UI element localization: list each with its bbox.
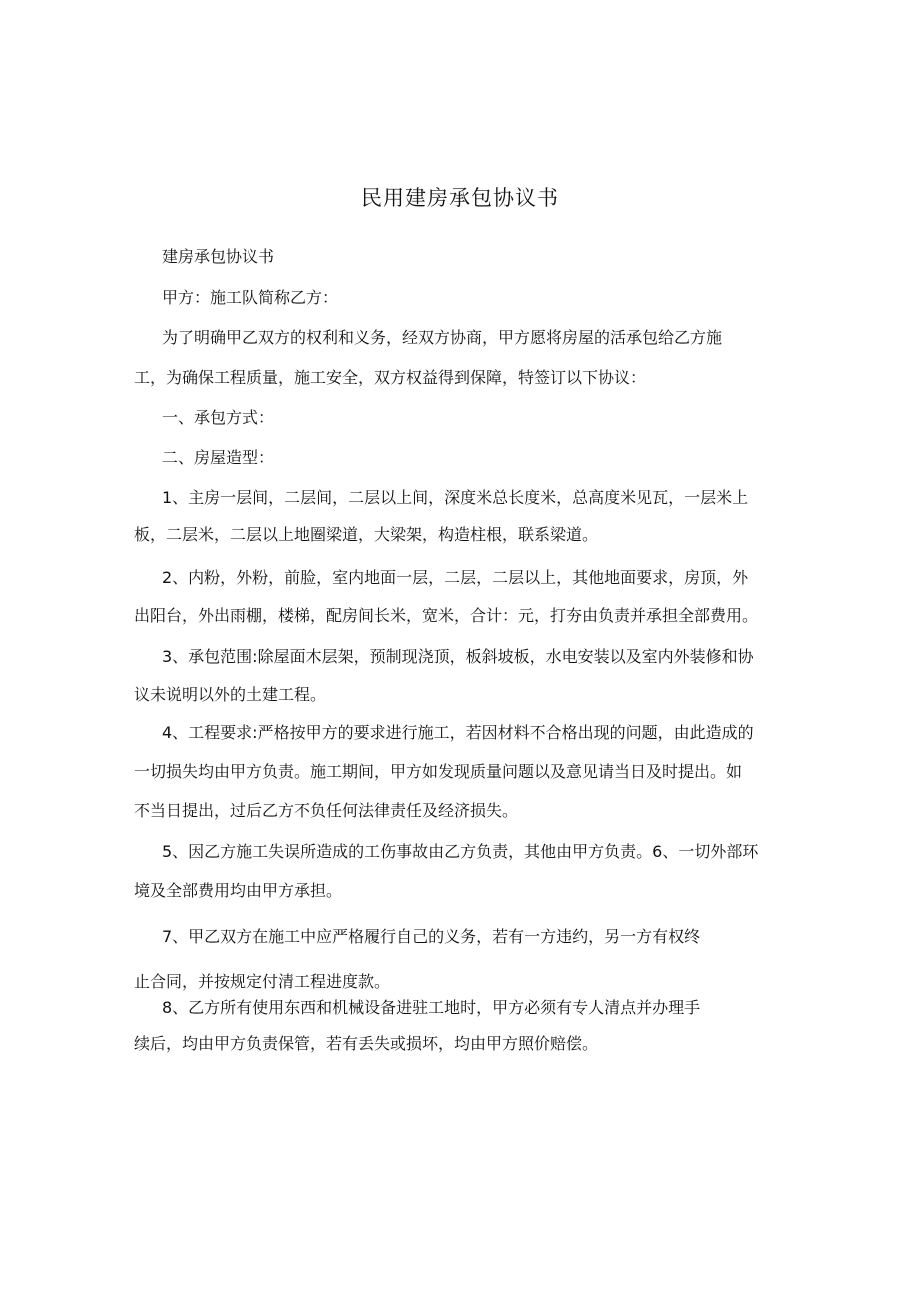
doc-line-item8-a: 8、乙方所有使用东西和机械设备进驻工地时，甲方必须有专人清点并办理手 bbox=[162, 998, 701, 1017]
doc-line-section-1: 一、承包方式： bbox=[162, 408, 275, 427]
doc-line-item3-a: 3、承包范围:除屋面木层架，预制现浇顶，板斜坡板，水电安装以及室内外装修和协 bbox=[162, 647, 754, 666]
doc-line-item7-b: 止合同，并按规定付清工程进度款。 bbox=[134, 972, 391, 991]
doc-line-item5-a: 5、因乙方施工失误所造成的工伤事故由乙方负责，其他由甲方负责。6、一切外部环 bbox=[162, 842, 759, 861]
doc-line-item7-a: 7、甲乙双方在施工中应严格履行自己的义务，若有一方违约，另一方有权终 bbox=[162, 927, 701, 946]
doc-line-item4-b: 一切损失均由甲方负责。施工期间，甲方如发现质量问题以及意见请当日及时提出。如 bbox=[134, 762, 743, 781]
doc-line-preamble-1: 为了明确甲乙双方的权利和义务，经双方协商，甲方愿将房屋的活承包给乙方施 bbox=[162, 328, 723, 347]
doc-line-item4-c: 不当日提出，过后乙方不负任何法律责任及经济损失。 bbox=[134, 801, 519, 820]
doc-line-item5-b: 境及全部费用均由甲方承担。 bbox=[134, 881, 343, 900]
doc-line-item4-a: 4、工程要求:严格按甲方的要求进行施工，若因材料不合格出现的问题，由此造成的 bbox=[162, 723, 754, 742]
doc-line-item2-b: 出阳台，外出雨棚，楼梯，配房间长米，宽米，合计：元，打夯由负责并承担全部费用。 bbox=[134, 606, 759, 625]
document-title: 民用建房承包协议书 bbox=[361, 186, 559, 210]
doc-line-preamble-2: 工，为确保工程质量，施工安全，双方权益得到保障，特签订以下协议： bbox=[134, 368, 647, 387]
doc-line-section-2: 二、房屋造型： bbox=[162, 448, 275, 467]
doc-line-item8-b: 续后，均由甲方负责保管，若有丢失或损坏，均由甲方照价赔偿。 bbox=[134, 1034, 599, 1053]
doc-line-parties: 甲方：施工队简称乙方： bbox=[162, 288, 339, 307]
doc-line-item1-b: 板，二层米，二层以上地圈梁道，大梁架，构造柱根，联系梁道。 bbox=[134, 525, 599, 544]
doc-line-item2-a: 2、内粉，外粉，前脸，室内地面一层，二层，二层以上，其他地面要求，房顶，外 bbox=[162, 568, 749, 587]
doc-line-item3-b: 议未说明以外的土建工程。 bbox=[134, 685, 327, 704]
doc-line-subtitle: 建房承包协议书 bbox=[162, 247, 275, 266]
doc-line-item1-a: 1、主房一层间，二层间，二层以上间，深度米总长度米，总高度米见瓦，一层米上 bbox=[162, 488, 749, 507]
